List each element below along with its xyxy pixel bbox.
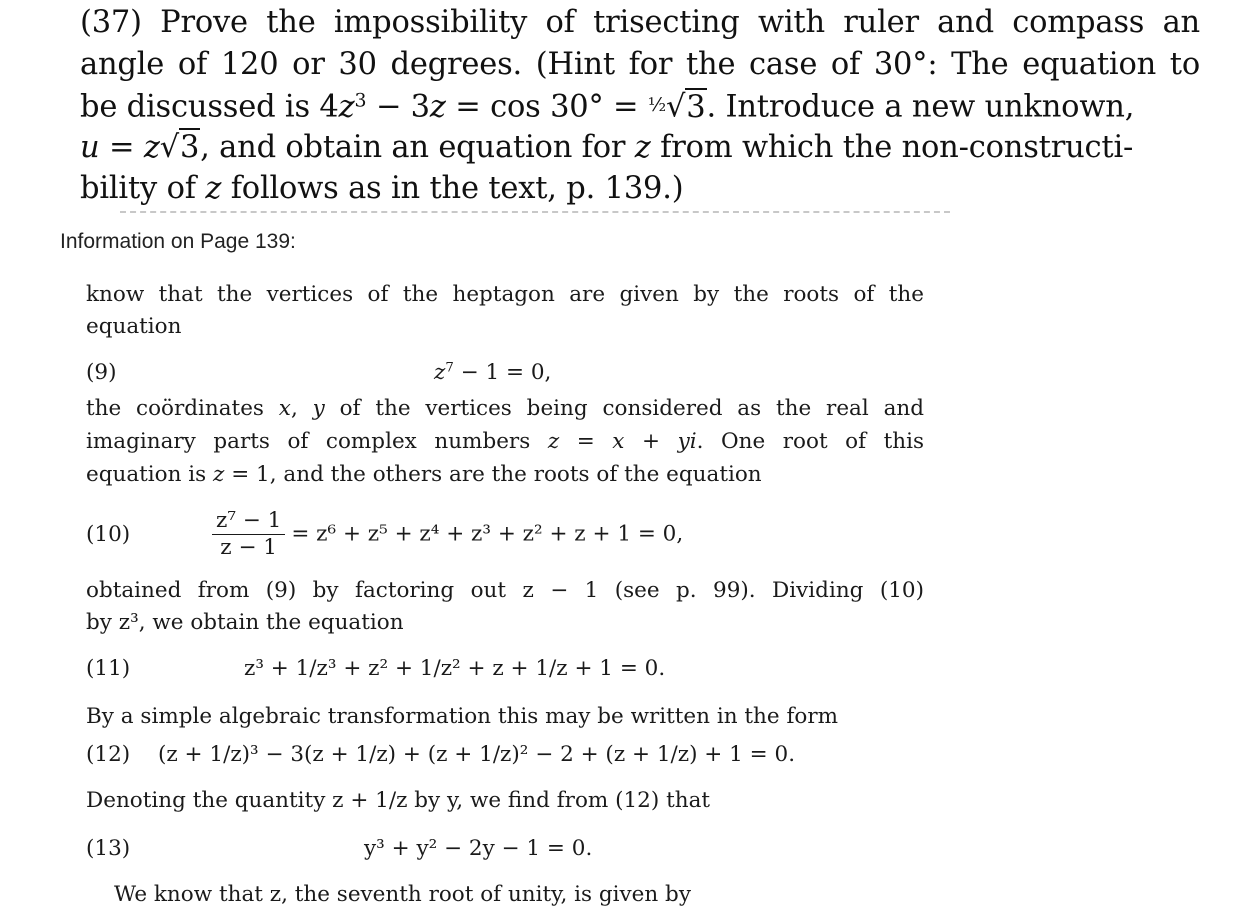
problem-line-5: bility of z follows as in the text, p. 139.) — [80, 171, 684, 206]
equation-12-body: (z + 1/z)³ − 3(z + 1/z) + (z + 1/z)² − 2 + (z + 1/z) + 1 = 0. — [158, 742, 796, 767]
problem-line-2: angle of 120 or 30 degrees. (Hint for the case of 30°: The equation to — [80, 46, 1200, 82]
equation-11-number: (11) — [86, 656, 131, 681]
p1-line-1: know that the vertices of the heptagon are given by the roots of the — [86, 282, 924, 307]
equation-13 — [86, 836, 924, 876]
equation-9-body: $z^7 - 1 = 0$, — [434, 360, 552, 385]
problem-line-1: (37) Prove the impossibility of trisecting with ruler and compass an — [80, 5, 1200, 40]
equation-12-number: (12) — [86, 742, 131, 767]
equation-11-body: z³ + 1/z³ + z² + 1/z² + z + 1/z + 1 = 0. — [244, 656, 666, 681]
p3-line-1: obtained from (9) by factoring out z − 1 (see p. 99). Dividing (10) — [86, 578, 924, 603]
equation-12 — [86, 742, 924, 782]
p1-line-2: equation — [86, 314, 182, 339]
equation-13-body: y³ + y² − 2y − 1 = 0. — [364, 836, 593, 861]
p2-line-2: imaginary parts of complex numbers z = x + yi. One root of this — [86, 429, 925, 454]
equation-10-body: $\frac{\text{z⁷ − 1}}{z - 1}$ = z⁶ + z⁵ + z⁴ + z³ + z² + z + 1 = 0, — [212, 508, 683, 561]
equation-9 — [86, 360, 924, 400]
problem-line-4: u = z√3, and obtain an equation for z from which the non-constructi- — [80, 129, 1134, 165]
equation-9-number: (9) — [86, 360, 117, 385]
scan-artifact-divider — [120, 211, 950, 213]
equation-13-number: (13) — [86, 836, 131, 861]
info-label: Information on Page 139: — [60, 230, 296, 253]
problem-statement — [80, 2, 1200, 210]
p2-line-1: the coördinates x, y of the vertices being considered as the real and — [86, 396, 924, 421]
p5-line-1: Denoting the quantity z + 1/z by y, we find from (12) that — [86, 788, 711, 813]
p6-line-1: We know that z, the seventh root of unity, is given by — [114, 882, 691, 907]
equation-10-fraction: $\frac{\text{z⁷ − 1}}{z - 1}$ — [212, 508, 285, 561]
p3-line-2: by z³, we obtain the equation — [86, 610, 404, 635]
p4-line-1: By a simple algebraic transformation this may be written in the form — [86, 704, 839, 729]
p2-line-3: equation is z = 1, and the others are the roots of the equation — [86, 462, 762, 487]
equation-10 — [86, 508, 924, 566]
problem-line-3: be discussed is $4z^3 - 3z = \cos 30^\circ$ = ½√3. Introduce a new unknown, — [80, 89, 1135, 125]
equation-11 — [86, 656, 924, 696]
equation-10-number: (10) — [86, 522, 131, 547]
